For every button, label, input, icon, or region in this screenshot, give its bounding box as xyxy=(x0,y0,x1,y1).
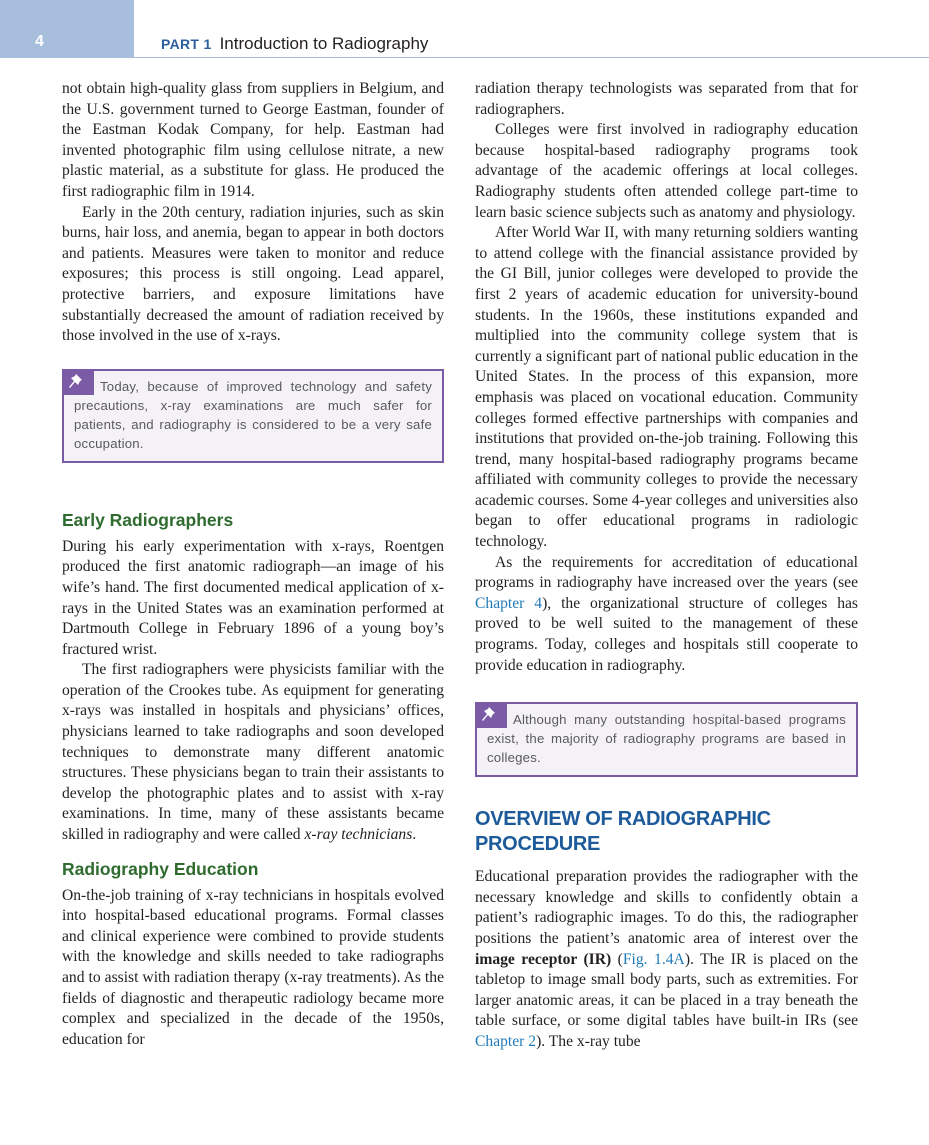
paragraph: During his early experimentation with x-rays, Roentgen produced the first anatomic radiograph—an image of his wife’s hand. The first documented medical application of x-rays in the United States was an examination performed at Dartmouth College in February 1896 of a young boy’s fractured wrist. xyxy=(62,537,444,658)
paragraph-text: Educational preparation provides the radiographer with the necessary knowledge and skills to confidently obtain a patient’s radiographic images. To do this, the radiographer positions the patient’s anatomic area of interest over the xyxy=(475,868,858,947)
figure-link[interactable]: Fig. 1.4A xyxy=(622,950,685,968)
key-term: image receptor (IR) xyxy=(475,950,612,968)
paragraph xyxy=(62,660,444,845)
chapter-link[interactable]: Chapter 2 xyxy=(475,1032,537,1050)
callout-note xyxy=(475,702,858,777)
paragraph: On-the-job training of x-ray technicians in hospitals evolved into hospital-based educational programs. Formal classes and clinical experience were combined to provide students with the knowledge and skills needed to take radiographs and to assist with radiation therapy (x-ray treatments). As the fields of diagnostic and therapeutic radiology became more complex and specialized in the decade of the 1950s, education for xyxy=(62,886,444,1048)
paragraph-text: ). The x-ray tube xyxy=(536,1032,641,1050)
note-text: Today, because of improved technology and safety precautions, x-ray examinations are much safer for patients, and radiography is considered to be a very safe occupation. xyxy=(74,378,432,451)
paragraph: After World War II, with many returning soldiers wanting to attend college with the financial assistance provided by the GI Bill, junior colleges were developed to provide the first 2 years of academic education for university-bound students. In the 1960s, these institutions expanded and multiplied into the community college system that is currently a significant part of national public education in the United States. In the process of this expansion, more emphasis was placed on vocational education. Community colleges formed effective partnerships with companies and institutions that provided on-the-job training. Following this trend, many hospital-based radiography programs became affiliated with community colleges to provide the necessary academic courses. Some 4-year colleges and universities also began to offer educational programs in radiologic technology. xyxy=(475,224,858,551)
paragraph: Colleges were first involved in radiography education because hospital-based radiography programs took advantage of the academic offerings at local colleges. Radiography students often attended college part-time to learn basic science subjects such as anatomy and physiology. xyxy=(475,121,858,221)
italic-term: x-ray technicians xyxy=(304,826,413,844)
section-heading: OVERVIEW OF RADIOGRAPHIC PROCEDURE xyxy=(475,808,771,856)
paragraph-text: ( xyxy=(611,950,623,968)
pushpin-icon xyxy=(475,702,507,728)
part-title: Introduction to Radiography xyxy=(219,34,429,53)
paragraph xyxy=(475,553,858,677)
running-head xyxy=(161,34,428,54)
paragraph-text: The first radiographers were physicists familiar with the operation of the Crookes tube. As equipment for generating x-rays was installed in hospitals and physicians’ offices, physicians learned to take radiographs and soon developed techniques to demonstrate many different anatomic structures. These physicians began to train their assistants to develop the photographic plates and to assist with x-ray examinations. In time, many of these assistants became skilled in radiography and were called xyxy=(62,661,444,844)
note-text: Although many outstanding hospital-based programs exist, the majority of radiography programs are based in colleges. xyxy=(487,712,846,766)
paragraph-end: . xyxy=(412,826,417,844)
paragraph: radiation therapy technologists was separated from that for radiographers. xyxy=(475,80,858,118)
paragraph: Early in the 20th century, radiation injuries, such as skin burns, hair loss, and anemia, began to appear in both doctors and patients. Measures were taken to monitor and reduce exposures; this process is still ongoing. Lead apparel, protective barriers, and exposure limitations have substantially decreased the amount of radiation received by those involved in the use of x-rays. xyxy=(62,203,444,345)
callout-note xyxy=(62,369,444,463)
paragraph-text: ), the organizational structure of colleges has proved to be well suited to the management of these programs. Today, colleges and hospitals still cooperate to provide education in radiography. xyxy=(475,594,858,674)
paragraph: not obtain high-quality glass from suppliers in Belgium, and the U.S. government turned to George Eastman, founder of the Eastman Kodak Company, for help. Eastman had invented photographic film using cellulose nitrate, a new plastic material, as a substitute for glass. He produced the first radiographic film in 1914. xyxy=(62,80,444,200)
right-column xyxy=(475,79,858,1053)
subheading: Early Radiographers xyxy=(62,509,234,530)
paragraph xyxy=(475,867,858,1052)
subheading: Radiography Education xyxy=(62,858,259,879)
part-label: PART 1 xyxy=(161,36,212,52)
header-rule xyxy=(134,57,929,58)
pushpin-icon xyxy=(62,369,94,395)
paragraph-text: As the requirements for accreditation of educational programs in radiography have increased over the years (see xyxy=(475,553,858,592)
page-number: 4 xyxy=(35,33,44,50)
left-column xyxy=(62,79,444,1050)
page-tab xyxy=(0,0,134,58)
paragraph-text: ). The IR is placed on the tabletop to image small body parts, such as extremities. For larger anatomic areas, it can be placed in a tray beneath the table surface, or some digital tables have built-in IRs (see xyxy=(475,950,859,1030)
chapter-link[interactable]: Chapter 4 xyxy=(475,594,543,612)
